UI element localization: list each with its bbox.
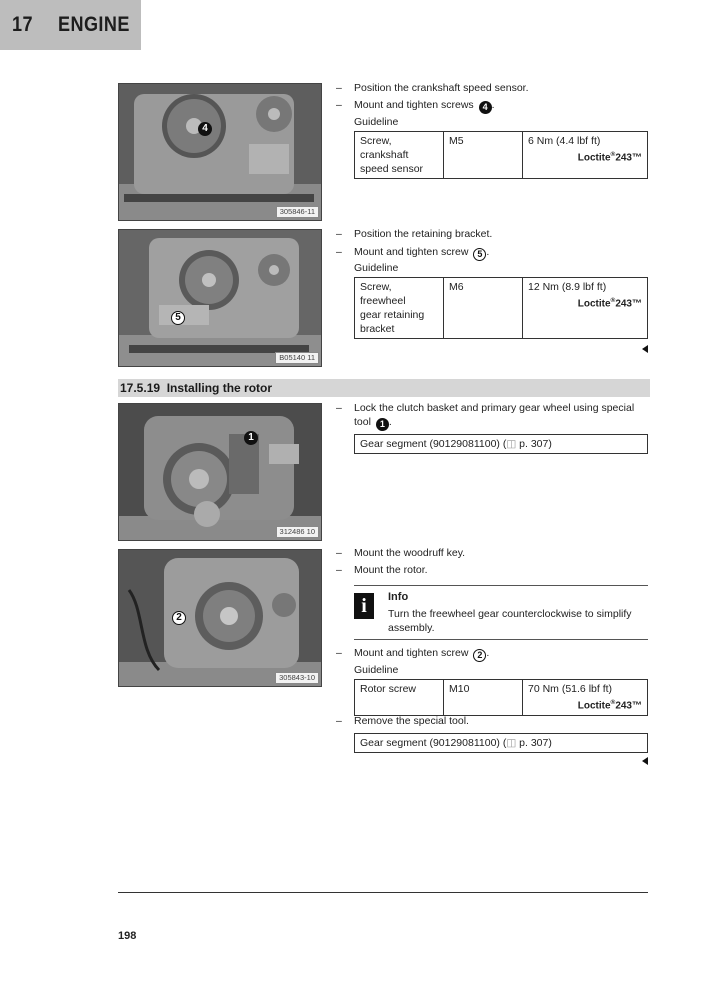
guideline-label: Guideline bbox=[354, 664, 399, 676]
spec-torque: 70 Nm (51.6 lbf ft) Loctite®243™ bbox=[523, 680, 648, 716]
photo-retaining-bracket bbox=[118, 229, 322, 367]
spec-torque: 12 Nm (8.9 lbf ft) Loctite®243™ bbox=[523, 278, 648, 339]
loctite-label: Loctite®243™ bbox=[577, 151, 642, 164]
step-mount-rotor: – Mount the rotor. bbox=[336, 564, 428, 576]
callout-marker-2: 2 bbox=[172, 611, 186, 625]
torque-spec-table bbox=[354, 277, 648, 339]
chapter-title: ENGINE bbox=[58, 13, 130, 36]
callout-marker-5: 5 bbox=[171, 311, 185, 325]
ref-marker-5: 5 bbox=[473, 248, 486, 261]
step-tighten-screw-5: – Mount and tighten screw 5 . bbox=[336, 246, 490, 259]
callout-marker-1: 1 bbox=[244, 431, 258, 445]
engine-photo-illustration bbox=[119, 404, 321, 540]
special-tool-box: Gear segment (90129081100) (◫ p. 307) bbox=[354, 434, 648, 454]
photo-clutch-lock bbox=[118, 403, 322, 541]
spec-part: Screw, crankshaft speed sensor bbox=[355, 132, 444, 179]
section-title: Installing the rotor bbox=[166, 381, 273, 395]
step-tighten-screw-2: – Mount and tighten screw 2 . bbox=[336, 647, 490, 660]
spec-torque: 6 Nm (4.4 lbf ft) Loctite®243™ bbox=[523, 132, 648, 179]
spec-thread: M5 bbox=[444, 132, 523, 179]
torque-spec-table bbox=[354, 131, 648, 179]
ref-marker-2: 2 bbox=[473, 649, 486, 662]
table-row bbox=[355, 680, 648, 716]
end-of-section-marker bbox=[642, 757, 648, 765]
loctite-label: Loctite®243™ bbox=[577, 297, 642, 310]
table-row bbox=[355, 132, 648, 179]
table-row bbox=[355, 278, 648, 339]
step-position-bracket: – Position the retaining bracket. bbox=[336, 228, 493, 240]
spec-part: Rotor screw bbox=[355, 680, 444, 716]
ref-marker-4: 4 bbox=[479, 101, 492, 114]
photo-ref-number: 305843-10 bbox=[275, 672, 319, 684]
info-bottom-rule bbox=[354, 639, 648, 640]
step-lock-clutch: – Lock the clutch basket and primary gear wheel using special tool 1 . bbox=[336, 402, 635, 429]
guideline-label: Guideline bbox=[354, 116, 399, 128]
engine-photo-illustration bbox=[119, 230, 321, 366]
photo-ref-number: 312486 10 bbox=[276, 526, 319, 538]
callout-marker-4: 4 bbox=[198, 122, 212, 136]
photo-rotor-install bbox=[118, 549, 322, 687]
loctite-label: Loctite®243™ bbox=[577, 699, 642, 712]
ref-marker-1: 1 bbox=[376, 418, 389, 431]
engine-photo-illustration bbox=[119, 550, 321, 686]
footer-rule bbox=[118, 892, 648, 893]
chapter-header bbox=[0, 0, 141, 50]
info-icon: i bbox=[354, 593, 374, 619]
page-ref-icon: ◫ bbox=[506, 438, 517, 450]
guideline-label: Guideline bbox=[354, 262, 399, 274]
page-number: 198 bbox=[118, 930, 137, 942]
info-title: Info bbox=[388, 591, 409, 603]
step-woodruff-key: – Mount the woodruff key. bbox=[336, 547, 466, 559]
section-number: 17.5.19 bbox=[120, 381, 161, 395]
photo-crankshaft-sensor bbox=[118, 83, 322, 221]
info-text: Turn the freewheel gear counterclockwise to simplify assembly. bbox=[388, 608, 632, 634]
step-position-sensor: – Position the crankshaft speed sensor. bbox=[336, 82, 529, 94]
special-tool-box: Gear segment (90129081100) (◫ p. 307) bbox=[354, 733, 648, 753]
info-top-rule bbox=[354, 585, 648, 586]
chapter-number: 17 bbox=[12, 13, 33, 36]
photo-ref-number: B05140 11 bbox=[275, 352, 319, 364]
page-ref-icon: ◫ bbox=[506, 737, 517, 749]
photo-ref-number: 305846-11 bbox=[276, 206, 319, 218]
end-of-section-marker bbox=[642, 345, 648, 353]
torque-spec-table bbox=[354, 679, 648, 716]
step-remove-tool: – Remove the special tool. bbox=[336, 715, 469, 727]
spec-thread: M6 bbox=[444, 278, 523, 339]
spec-thread: M10 bbox=[444, 680, 523, 716]
section-heading bbox=[118, 379, 650, 397]
engine-photo-illustration bbox=[119, 84, 321, 220]
step-tighten-screws: – Mount and tighten screws 4 . bbox=[336, 99, 495, 112]
spec-part: Screw, freewheel gear retaining bracket bbox=[355, 278, 444, 339]
